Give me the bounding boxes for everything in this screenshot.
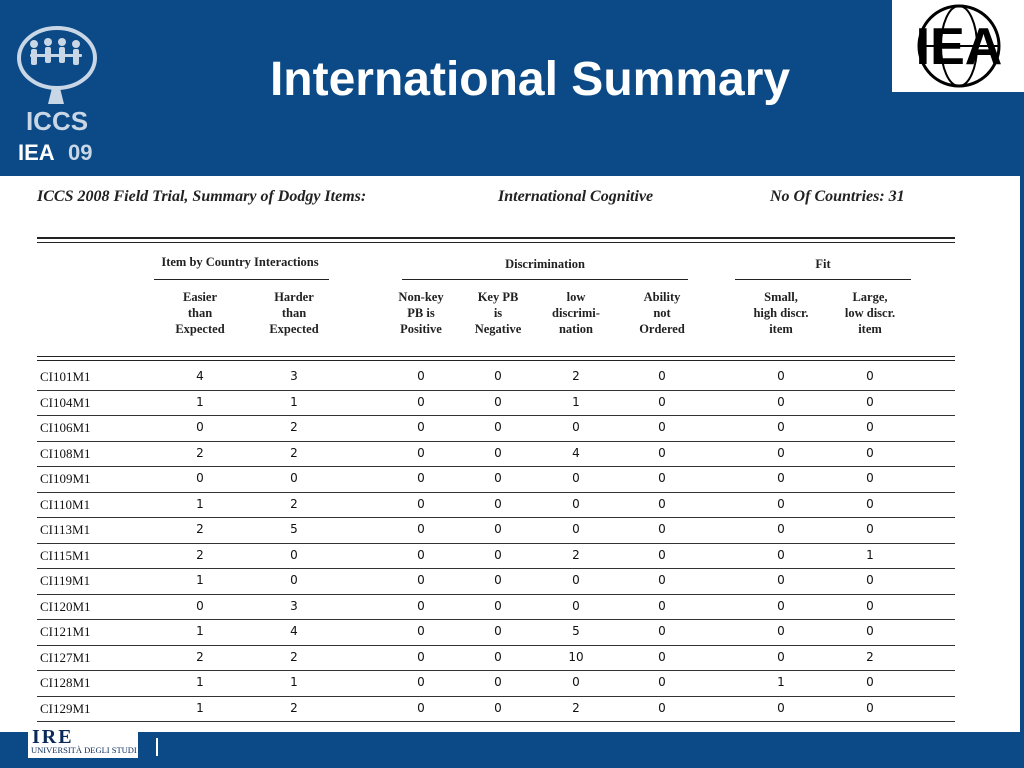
value-cell-lowdisc: 0: [572, 598, 580, 613]
value-cell-small: 0: [777, 471, 785, 485]
value-cell-keypb: 0: [494, 624, 502, 638]
table-row: [37, 620, 955, 646]
value-cell-nonkey: 0: [417, 573, 425, 587]
value-cell-easier: 0: [196, 420, 204, 434]
value-cell-lowdisc: 2: [572, 700, 580, 715]
value-cell-keypb: 0: [494, 471, 502, 485]
column-header-line: low: [566, 290, 586, 304]
iea-logo-text: IEA: [915, 18, 1003, 76]
group-header-interactions: Item by Country Interactions: [161, 255, 319, 269]
value-cell-large: 0: [866, 598, 874, 613]
value-cell-easier: 1: [196, 624, 204, 638]
value-cell-small: 0: [777, 394, 785, 409]
column-header-line: is: [493, 306, 503, 320]
value-cell-easier: 2: [196, 547, 204, 562]
column-header-line: not: [653, 306, 671, 320]
value-cell-large: 0: [866, 394, 874, 409]
group-header-discrimination: Discrimination: [505, 257, 585, 271]
footer-logo: [28, 726, 138, 758]
value-cell-lowdisc: 0: [572, 573, 580, 587]
value-cell-nonkey: 0: [417, 420, 425, 434]
column-header-line: Expected: [269, 322, 319, 336]
value-cell-easier: 1: [196, 675, 204, 689]
column-header-large: [825, 289, 915, 337]
column-header-easier: [155, 289, 245, 337]
value-cell-nonkey: 0: [417, 598, 425, 613]
table-heading-mid: International Cognitive: [498, 188, 654, 205]
table-row: [37, 544, 955, 570]
value-cell-easier: 0: [196, 598, 204, 613]
column-header-harder: [249, 289, 339, 337]
value-cell-lowdisc: 4: [572, 445, 580, 460]
column-header-line: Ability: [643, 290, 681, 304]
value-cell-keypb: 0: [494, 700, 502, 715]
value-cell-lowdisc: 2: [572, 547, 580, 562]
column-header-line: Small,: [764, 290, 798, 304]
value-cell-large: 0: [866, 369, 874, 383]
value-cell-ability: 0: [658, 675, 666, 689]
value-cell-large: 0: [866, 675, 874, 689]
column-header-small: [736, 289, 826, 337]
value-cell-lowdisc: 2: [572, 369, 580, 383]
value-cell-lowdisc: 5: [572, 624, 580, 638]
item-id-cell: CI119M1: [40, 573, 91, 588]
summary-table-panel: [0, 176, 1020, 732]
value-cell-ability: 0: [658, 598, 666, 613]
page-title: International Summary: [269, 53, 791, 106]
value-cell-keypb: 0: [494, 573, 502, 587]
value-cell-keypb: 0: [494, 496, 502, 511]
value-cell-nonkey: 0: [417, 649, 425, 664]
value-cell-easier: 1: [196, 496, 204, 511]
value-cell-ability: 0: [658, 420, 666, 434]
iccs-logo-brand: IEA: [18, 140, 55, 164]
value-cell-easier: 4: [196, 369, 204, 383]
table-row: [37, 416, 955, 442]
column-header-line: nation: [558, 322, 594, 336]
table-row: [37, 493, 955, 519]
value-cell-keypb: 0: [494, 369, 502, 383]
value-cell-easier: 1: [196, 700, 204, 715]
value-cell-nonkey: 0: [417, 547, 425, 562]
value-cell-large: 0: [866, 522, 874, 536]
value-cell-small: 0: [777, 522, 785, 536]
item-id-cell: CI128M1: [40, 675, 91, 690]
value-cell-large: 0: [866, 700, 874, 715]
value-cell-keypb: 0: [494, 522, 502, 536]
item-id-cell: CI121M1: [40, 624, 91, 639]
top-double-rule: [37, 237, 955, 239]
value-cell-keypb: 0: [494, 547, 502, 562]
group-line-discrimination: [402, 279, 688, 280]
iccs-logo-text: ICCS: [25, 106, 89, 136]
column-header-line: Non-key: [398, 290, 444, 304]
group-header-fit: Fit: [815, 257, 831, 271]
item-id-cell: CI104M1: [40, 394, 91, 410]
value-cell-small: 0: [777, 624, 785, 638]
column-header-line: Easier: [182, 290, 218, 304]
column-header-line: PB is: [407, 306, 435, 320]
column-header-line: Harder: [274, 290, 314, 304]
value-cell-harder: 2: [290, 700, 298, 715]
value-cell-lowdisc: 0: [572, 675, 580, 689]
value-cell-ability: 0: [658, 573, 666, 587]
value-cell-large: 2: [866, 649, 874, 664]
column-header-line: Ordered: [639, 322, 685, 336]
value-cell-ability: 0: [658, 394, 666, 409]
item-id-cell: CI115M1: [40, 547, 91, 563]
column-header-line: Negative: [474, 322, 522, 336]
column-header-line: low discr.: [844, 306, 896, 320]
value-cell-lowdisc: 10: [568, 649, 584, 664]
value-cell-large: 0: [866, 420, 874, 434]
value-cell-ability: 0: [658, 445, 666, 460]
value-cell-ability: 0: [658, 522, 666, 536]
value-cell-nonkey: 0: [417, 522, 425, 536]
value-cell-easier: 0: [196, 471, 204, 485]
value-cell-small: 0: [777, 700, 785, 715]
item-id-cell: CI129M1: [40, 700, 91, 716]
value-cell-small: 0: [777, 420, 785, 434]
table-row: [37, 671, 955, 697]
item-id-cell: CI120M1: [40, 598, 91, 614]
group-line-interactions: [154, 279, 329, 280]
table-row: [37, 391, 955, 417]
value-cell-easier: 1: [196, 573, 204, 587]
item-id-cell: CI106M1: [40, 420, 91, 435]
value-cell-large: 0: [866, 445, 874, 460]
value-cell-small: 0: [777, 573, 785, 587]
column-header-line: item: [769, 322, 793, 336]
value-cell-harder: 3: [290, 369, 298, 383]
column-header-keypb: [453, 289, 543, 337]
item-id-cell: CI109M1: [40, 471, 91, 486]
table-row: [37, 646, 955, 672]
value-cell-easier: 2: [196, 445, 204, 460]
value-cell-keypb: 0: [494, 420, 502, 434]
value-cell-lowdisc: 1: [572, 394, 580, 409]
iccs-logo-year: 09: [68, 140, 93, 164]
value-cell-nonkey: 0: [417, 471, 425, 485]
value-cell-ability: 0: [658, 496, 666, 511]
value-cell-easier: 2: [196, 522, 204, 536]
column-header-line: than: [187, 306, 213, 320]
iea-logo: [890, 0, 1024, 92]
item-id-cell: CI101M1: [40, 369, 91, 384]
value-cell-ability: 0: [658, 547, 666, 562]
value-cell-large: 0: [866, 471, 874, 485]
value-cell-large: 1: [866, 547, 874, 562]
item-id-cell: CI110M1: [40, 496, 91, 512]
value-cell-keypb: 0: [494, 598, 502, 613]
value-cell-harder: 5: [290, 522, 298, 536]
table-row: [37, 467, 955, 493]
iccs-logo: [12, 12, 102, 164]
value-cell-harder: 2: [290, 649, 298, 664]
value-cell-small: 0: [777, 649, 785, 664]
value-cell-harder: 0: [290, 573, 298, 587]
value-cell-small: 0: [777, 369, 785, 383]
value-cell-easier: 2: [196, 649, 204, 664]
value-cell-nonkey: 0: [417, 394, 425, 409]
value-cell-nonkey: 0: [417, 700, 425, 715]
value-cell-ability: 0: [658, 649, 666, 664]
value-cell-nonkey: 0: [417, 624, 425, 638]
value-cell-small: 1: [777, 675, 785, 689]
top-rule-thin: [37, 242, 955, 243]
value-cell-large: 0: [866, 624, 874, 638]
column-header-line: Large,: [852, 290, 888, 304]
value-cell-ability: 0: [658, 369, 666, 383]
value-cell-harder: 4: [290, 624, 298, 638]
value-cell-large: 0: [866, 496, 874, 511]
item-id-cell: CI113M1: [40, 522, 91, 537]
value-cell-ability: 0: [658, 624, 666, 638]
value-cell-small: 0: [777, 547, 785, 562]
value-cell-ability: 0: [658, 471, 666, 485]
value-cell-harder: 0: [290, 547, 298, 562]
value-cell-harder: 3: [290, 598, 298, 613]
column-header-line: Expected: [175, 322, 225, 336]
table-row: [37, 569, 955, 595]
value-cell-nonkey: 0: [417, 675, 425, 689]
value-cell-harder: 2: [290, 445, 298, 460]
column-header-line: Positive: [400, 322, 442, 336]
group-line-fit: [735, 279, 911, 280]
table-heading-left: ICCS 2008 Field Trial, Summary of Dodgy Items:: [37, 188, 367, 205]
value-cell-harder: 0: [290, 471, 298, 485]
value-cell-harder: 2: [290, 420, 298, 434]
table-row: [37, 697, 955, 723]
value-cell-keypb: 0: [494, 675, 502, 689]
table-heading-right: No Of Countries: 31: [770, 188, 905, 205]
column-header-line: high discr.: [753, 306, 809, 320]
value-cell-lowdisc: 0: [572, 471, 580, 485]
value-cell-small: 0: [777, 496, 785, 511]
footer-university: UNIVERSITÀ DEGLI STUDI: [31, 745, 137, 755]
value-cell-harder: 1: [290, 675, 298, 689]
item-id-cell: CI127M1: [40, 649, 91, 665]
table-row: [37, 442, 955, 468]
value-cell-lowdisc: 0: [572, 496, 580, 511]
value-cell-small: 0: [777, 445, 785, 460]
value-cell-nonkey: 0: [417, 445, 425, 460]
value-cell-ability: 0: [658, 700, 666, 715]
value-cell-large: 0: [866, 573, 874, 587]
header-bottom-rule: [37, 356, 955, 357]
value-cell-easier: 1: [196, 394, 204, 409]
table-row: [37, 595, 955, 621]
table-row: [37, 365, 955, 391]
column-header-line: than: [281, 306, 307, 320]
value-cell-small: 0: [777, 598, 785, 613]
value-cell-keypb: 0: [494, 394, 502, 409]
column-header-lowdisc: [531, 289, 621, 337]
header-bottom-rule-2: [37, 360, 955, 361]
column-header-ability: [617, 289, 707, 337]
footer-logo-text: IRE: [32, 726, 74, 748]
value-cell-keypb: 0: [494, 445, 502, 460]
value-cell-lowdisc: 0: [572, 522, 580, 536]
value-cell-harder: 2: [290, 496, 298, 511]
column-header-line: discrimi-: [552, 306, 600, 320]
footer-divider: [156, 738, 158, 756]
value-cell-nonkey: 0: [417, 369, 425, 383]
column-header-line: Key PB: [477, 290, 519, 304]
item-id-cell: CI108M1: [40, 445, 91, 461]
value-cell-harder: 1: [290, 394, 298, 409]
column-header-line: item: [858, 322, 882, 336]
value-cell-nonkey: 0: [417, 496, 425, 511]
value-cell-keypb: 0: [494, 649, 502, 664]
table-row: [37, 518, 955, 544]
value-cell-lowdisc: 0: [572, 420, 580, 434]
